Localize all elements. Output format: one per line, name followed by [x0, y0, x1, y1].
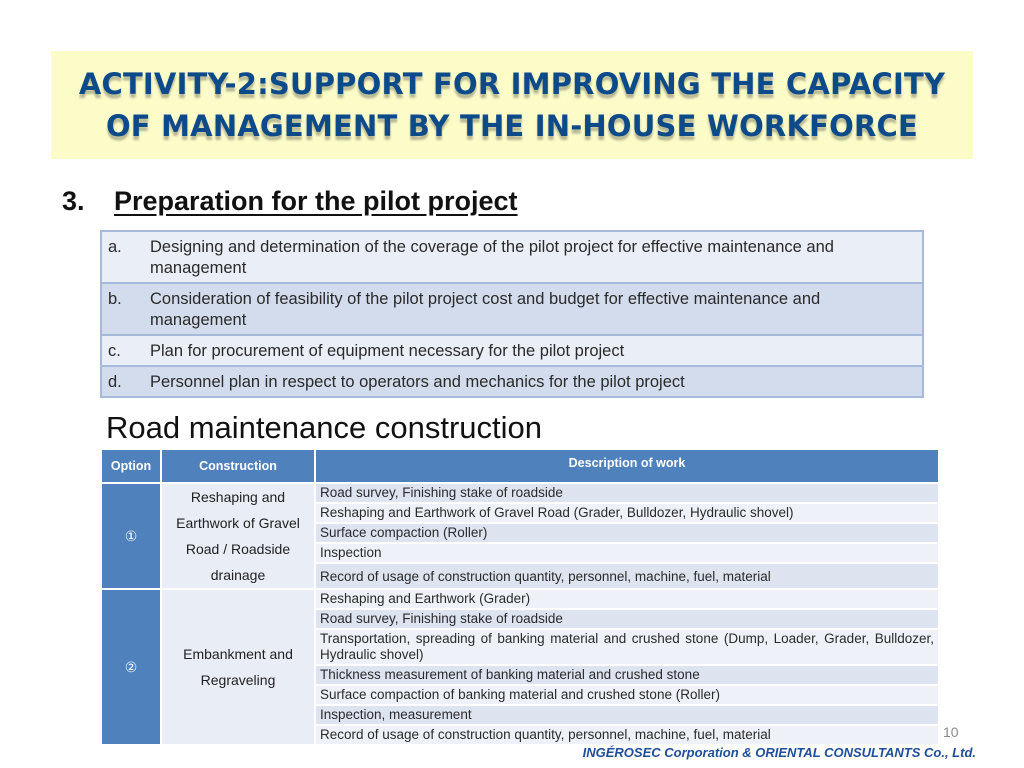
option-2-cell: ②: [102, 590, 160, 744]
preparation-list-table: [100, 230, 924, 398]
work-description: Transportation, spreading of banking material and crushed stone (Dump, Loader, Grader, Bulldozer, Hydraulic shovel): [316, 630, 938, 664]
work-description: Inspection, measurement: [316, 706, 938, 724]
table-header-row: [102, 450, 938, 482]
work-description: Record of usage of construction quantity, personnel, machine, fuel, material: [316, 564, 938, 588]
work-description: Surface compaction of banking material and crushed stone (Roller): [316, 686, 938, 704]
work-description: Thickness measurement of banking material and crushed stone: [316, 666, 938, 684]
section-heading: [62, 186, 518, 217]
header-description: Description of work: [316, 450, 938, 482]
prep-item-c: [101, 335, 923, 366]
work-description: Reshaping and Earthwork of Gravel Road (Grader, Bulldozer, Hydraulic shovel): [316, 504, 938, 522]
prep-item-text: Designing and determination of the coverage of the pilot project for effective maintenance and management: [144, 231, 923, 283]
construction-line: Regraveling: [200, 672, 276, 688]
construction-line: Earthwork of Gravel: [176, 515, 300, 531]
prep-item-letter: d.: [101, 366, 144, 397]
table-row: [102, 590, 938, 608]
table-subtitle: Road maintenance construction: [106, 410, 542, 445]
construction-line: Embankment and: [183, 646, 293, 662]
prep-item-d: [101, 366, 923, 397]
prep-item-letter: b.: [101, 283, 144, 335]
work-description: Inspection: [316, 544, 938, 562]
work-description: Surface compaction (Roller): [316, 524, 938, 542]
construction-line: Reshaping and: [190, 489, 286, 505]
prep-item-letter: c.: [101, 335, 144, 366]
work-description: Record of usage of construction quantity, personnel, machine, fuel, material: [316, 726, 938, 744]
work-description: Reshaping and Earthwork (Grader): [316, 590, 938, 608]
work-description: Road survey, Finishing stake of roadside: [316, 610, 938, 628]
slide-title-line-2: OF MANAGEMENT BY THE IN-HOUSE WORKFORCE: [105, 109, 919, 143]
section-heading-text: Preparation for the pilot project: [114, 186, 518, 216]
prep-item-letter: a.: [101, 231, 144, 283]
header-construction: Construction: [162, 450, 314, 482]
slide-title-line-1: ACTIVITY-2:SUPPORT FOR IMPROVING THE CAPACITY: [78, 67, 946, 101]
option-1-cell: ①: [102, 484, 160, 588]
slide-title-banner: [51, 51, 973, 159]
prep-item-b: [101, 283, 923, 335]
construction-1-cell: [162, 484, 314, 588]
construction-line: Road / Roadside: [185, 541, 291, 557]
road-maintenance-table: [100, 448, 940, 746]
prep-item-a: [101, 231, 923, 283]
prep-item-text: Plan for procurement of equipment necessary for the pilot project: [144, 335, 923, 366]
construction-line: drainage: [210, 567, 266, 583]
prep-item-text: Personnel plan in respect to operators and mechanics for the pilot project: [144, 366, 923, 397]
section-number: 3.: [62, 186, 85, 216]
work-description: Road survey, Finishing stake of roadside: [316, 484, 938, 502]
prep-item-text: Consideration of feasibility of the pilot project cost and budget for effective maintenance and management: [144, 283, 923, 335]
page-number: 10: [943, 724, 959, 740]
header-option: Option: [102, 450, 160, 482]
footer-company: INGÉROSEC Corporation & ORIENTAL CONSULTANTS Co., Ltd.: [582, 745, 976, 760]
table-row: [102, 484, 938, 502]
construction-2-cell: [162, 590, 314, 744]
